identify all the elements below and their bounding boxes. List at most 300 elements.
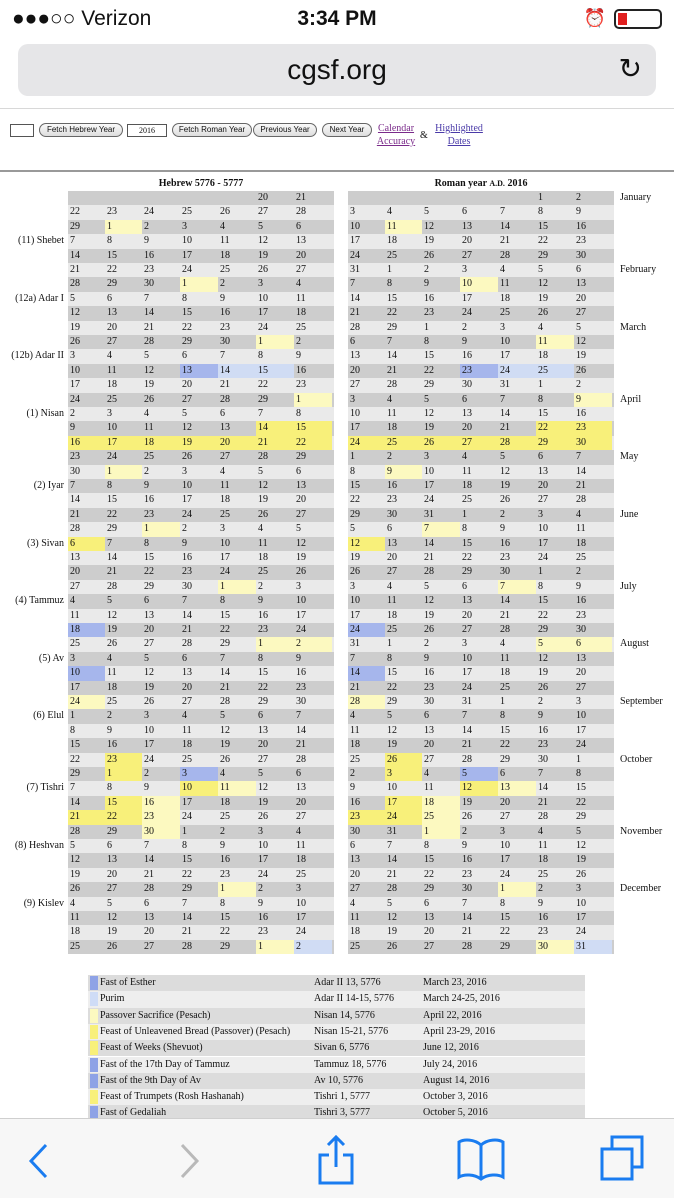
hebrew-day-cell: 17 bbox=[258, 307, 268, 319]
forward-icon[interactable] bbox=[176, 1141, 202, 1181]
hebrew-day-cell: 18 bbox=[296, 854, 306, 866]
roman-week-row bbox=[348, 839, 614, 853]
hebrew-day-cell: 18 bbox=[68, 623, 105, 637]
hebrew-day-cell: 5 bbox=[258, 220, 263, 232]
roman-day-cell: 30 bbox=[576, 624, 586, 635]
hebrew-week-row bbox=[68, 940, 334, 954]
share-icon[interactable] bbox=[316, 1133, 356, 1187]
roman-day-cell: 11 bbox=[500, 278, 510, 290]
hebrew-day-cell: 2 bbox=[220, 825, 225, 837]
hebrew-day-cell: 13 bbox=[180, 364, 218, 378]
roman-week-row bbox=[348, 436, 614, 450]
hebrew-day-cell: 26 bbox=[70, 336, 80, 347]
hebrew-day-cell: 1 bbox=[256, 637, 294, 651]
roman-day-cell: 19 bbox=[576, 350, 586, 362]
hebrew-day-cell: 1 bbox=[218, 882, 256, 896]
holiday-color-swatch bbox=[90, 1009, 98, 1023]
holiday-roman-date: March 23, 2016 bbox=[423, 977, 487, 988]
roman-day-cell: 8 bbox=[424, 840, 429, 851]
hebrew-day-cell: 26 bbox=[258, 264, 268, 275]
roman-week-row bbox=[348, 781, 614, 795]
roman-day-cell: 28 bbox=[462, 753, 472, 765]
hebrew-week-row bbox=[68, 436, 334, 450]
roman-day-cell: 2 bbox=[500, 508, 505, 520]
hebrew-week-row bbox=[68, 493, 334, 507]
hebrew-day-cell: 30 bbox=[182, 580, 192, 592]
alarm-icon: ⏰ bbox=[583, 8, 606, 28]
holiday-color-swatch bbox=[90, 976, 98, 990]
hebrew-day-cell: 19 bbox=[144, 379, 154, 391]
roman-month-label: June bbox=[620, 508, 639, 520]
hebrew-week-row bbox=[68, 205, 334, 219]
roman-day-cell: 29 bbox=[387, 321, 397, 333]
address-bar[interactable] bbox=[18, 44, 656, 96]
roman-day-cell: 30 bbox=[424, 696, 434, 707]
hebrew-month-label: (11) Shebet bbox=[17, 235, 64, 247]
roman-day-cell: 6 bbox=[350, 840, 355, 851]
status-bar bbox=[0, 0, 674, 38]
hebrew-day-cell: 19 bbox=[144, 681, 154, 693]
url-text[interactable]: cgsf.org bbox=[287, 54, 387, 85]
hebrew-week-row bbox=[68, 666, 334, 680]
hebrew-day-cell: 10 bbox=[68, 666, 105, 680]
hebrew-week-row bbox=[68, 321, 334, 335]
hebrew-week-row bbox=[68, 479, 334, 493]
roman-day-cell: 21 bbox=[350, 681, 360, 693]
roman-day-cell: 9 bbox=[574, 393, 612, 407]
hebrew-week-row bbox=[68, 277, 334, 291]
roman-day-cell: 8 bbox=[462, 523, 467, 535]
roman-day-cell: 20 bbox=[576, 667, 586, 679]
hebrew-day-cell: 14 bbox=[182, 912, 192, 923]
hebrew-day-cell: 24 bbox=[182, 264, 192, 275]
hebrew-day-cell: 14 bbox=[256, 421, 294, 435]
hebrew-day-cell: 18 bbox=[107, 681, 117, 693]
hebrew-day-cell: 6 bbox=[296, 768, 301, 779]
hebrew-day-cell: 8 bbox=[258, 652, 263, 664]
roman-day-cell: 9 bbox=[385, 465, 422, 479]
hebrew-day-cell: 3 bbox=[70, 652, 75, 664]
hebrew-day-cell: 26 bbox=[144, 696, 154, 707]
roman-day-cell: 7 bbox=[422, 522, 460, 536]
roman-day-cell: 7 bbox=[462, 710, 467, 722]
roman-day-cell: 10 bbox=[350, 408, 360, 419]
roman-week-row bbox=[348, 292, 614, 306]
roman-day-cell: 16 bbox=[576, 220, 586, 232]
hebrew-week-row bbox=[68, 191, 334, 205]
hebrew-day-cell: 17 bbox=[220, 552, 230, 563]
roman-day-cell: 4 bbox=[500, 264, 505, 275]
roman-day-cell: 4 bbox=[576, 508, 581, 520]
hebrew-week-row bbox=[68, 508, 334, 522]
roman-day-cell: 30 bbox=[500, 566, 510, 578]
roman-day-cell: 13 bbox=[462, 595, 472, 607]
roman-day-cell: 7 bbox=[350, 652, 355, 664]
hebrew-week-row bbox=[68, 580, 334, 594]
hebrew-day-cell: 3 bbox=[180, 767, 218, 781]
roman-day-cell: 13 bbox=[350, 854, 360, 866]
hebrew-day-cell: 22 bbox=[70, 753, 80, 765]
hebrew-day-cell: 26 bbox=[144, 393, 154, 405]
roman-day-cell: 14 bbox=[462, 912, 472, 923]
roman-day-cell: 13 bbox=[462, 408, 472, 419]
hebrew-day-cell: 29 bbox=[258, 393, 268, 405]
hebrew-day-cell: 1 bbox=[142, 522, 180, 536]
holiday-roman-date: June 12, 2016 bbox=[423, 1042, 479, 1054]
roman-day-cell: 26 bbox=[422, 436, 460, 450]
holiday-color-swatch bbox=[90, 1058, 98, 1072]
roman-day-cell: 7 bbox=[538, 768, 543, 779]
roman-day-cell: 15 bbox=[538, 408, 548, 419]
roman-day-cell: 5 bbox=[424, 580, 429, 592]
hebrew-day-cell: 6 bbox=[144, 897, 149, 909]
hebrew-day-cell: 26 bbox=[107, 638, 117, 650]
roman-day-cell: 29 bbox=[500, 753, 510, 765]
roman-day-cell: 10 bbox=[538, 523, 548, 535]
roman-day-cell: 29 bbox=[424, 379, 434, 391]
roman-day-cell: 2 bbox=[576, 192, 581, 203]
hebrew-day-cell: 6 bbox=[144, 595, 149, 607]
roman-day-cell: 10 bbox=[460, 277, 498, 291]
roman-day-cell: 19 bbox=[424, 609, 434, 621]
hebrew-week-row bbox=[68, 522, 334, 536]
roman-day-cell: 18 bbox=[422, 796, 460, 810]
hebrew-day-cell: 27 bbox=[70, 580, 80, 592]
roman-day-cell: 10 bbox=[424, 465, 434, 477]
hebrew-day-cell: 15 bbox=[107, 494, 117, 506]
hebrew-day-cell: 7 bbox=[220, 652, 225, 664]
hebrew-day-cell: 15 bbox=[105, 796, 142, 810]
hebrew-day-cell: 23 bbox=[258, 624, 268, 635]
roman-day-cell: 24 bbox=[498, 364, 536, 378]
hebrew-day-cell: 4 bbox=[220, 768, 225, 779]
roman-day-cell: 4 bbox=[500, 638, 505, 650]
hebrew-day-cell: 21 bbox=[107, 566, 117, 578]
hebrew-day-cell: 12 bbox=[182, 422, 192, 434]
roman-day-cell: 3 bbox=[462, 638, 467, 650]
hebrew-day-cell: 18 bbox=[258, 552, 268, 563]
tabs-icon[interactable] bbox=[598, 1133, 648, 1185]
holiday-roman-date: March 24-25, 2016 bbox=[423, 993, 500, 1005]
hebrew-day-cell: 15 bbox=[144, 552, 154, 563]
roman-day-cell: 11 bbox=[576, 523, 586, 535]
hebrew-day-cell: 28 bbox=[144, 336, 154, 347]
hebrew-day-cell: 20 bbox=[258, 192, 268, 203]
roman-day-cell: 25 bbox=[538, 868, 548, 880]
hebrew-day-cell: 19 bbox=[180, 436, 218, 450]
holiday-row bbox=[88, 1040, 585, 1056]
roman-day-cell: 31 bbox=[500, 379, 510, 391]
roman-day-cell: 18 bbox=[387, 422, 397, 434]
roman-day-cell: 18 bbox=[500, 667, 510, 679]
roman-week-row bbox=[348, 853, 614, 867]
hebrew-day-cell: 21 bbox=[182, 926, 192, 938]
roman-day-cell: 3 bbox=[424, 451, 429, 463]
holiday-color-swatch bbox=[90, 1025, 98, 1039]
hebrew-day-cell: 25 bbox=[182, 753, 192, 765]
hebrew-day-cell: 15 bbox=[107, 249, 117, 261]
roman-day-cell: 17 bbox=[462, 292, 472, 304]
roman-week-row bbox=[348, 594, 614, 608]
roman-day-cell: 6 bbox=[424, 897, 429, 909]
hebrew-day-cell: 8 bbox=[107, 480, 112, 491]
holiday-name: Fast of the 9th Day of Av bbox=[100, 1074, 201, 1086]
hebrew-day-cell: 16 bbox=[220, 307, 230, 319]
previous-year-button[interactable]: Previous Year bbox=[253, 123, 317, 137]
holiday-hebrew-date: Tishri 1, 5777 bbox=[314, 1091, 371, 1103]
roman-week-row bbox=[348, 191, 614, 205]
holiday-color-swatch bbox=[90, 992, 98, 1006]
holiday-hebrew-date: Tammuz 18, 5776 bbox=[314, 1058, 387, 1070]
roman-day-cell: 23 bbox=[576, 609, 586, 621]
roman-week-row bbox=[348, 609, 614, 623]
roman-day-cell: 30 bbox=[387, 508, 397, 520]
roman-month-label: December bbox=[620, 883, 662, 895]
hebrew-day-cell: 20 bbox=[218, 436, 256, 450]
roman-day-cell: 19 bbox=[424, 422, 434, 434]
hebrew-day-cell: 4 bbox=[70, 897, 75, 909]
roman-day-cell: 1 bbox=[576, 753, 581, 765]
hebrew-week-row bbox=[68, 839, 334, 853]
hebrew-day-cell: 15 bbox=[258, 667, 268, 679]
roman-day-cell: 22 bbox=[500, 926, 510, 938]
roman-day-cell: 18 bbox=[350, 739, 360, 751]
holiday-roman-date: August 14, 2016 bbox=[423, 1074, 490, 1086]
hebrew-day-cell: 30 bbox=[70, 465, 80, 477]
hebrew-day-cell: 7 bbox=[220, 350, 225, 362]
roman-day-cell: 17 bbox=[538, 537, 548, 549]
holiday-roman-date: July 24, 2016 bbox=[423, 1058, 478, 1070]
bookmarks-icon[interactable] bbox=[456, 1137, 506, 1181]
hebrew-day-cell: 27 bbox=[144, 940, 154, 952]
hebrew-day-cell: 20 bbox=[296, 249, 306, 261]
roman-day-cell: 31 bbox=[350, 638, 360, 650]
roman-day-cell: 20 bbox=[424, 926, 434, 938]
hebrew-week-row bbox=[68, 421, 334, 435]
holiday-color-swatch bbox=[90, 1041, 98, 1055]
highlighted-dates-link[interactable]: Highlighted Dates bbox=[435, 123, 483, 147]
fetch-hebrew-year-button[interactable]: Fetch Hebrew Year bbox=[39, 123, 123, 137]
hebrew-day-cell: 2 bbox=[182, 523, 187, 535]
hebrew-day-cell: 24 bbox=[68, 695, 105, 709]
roman-day-cell: 27 bbox=[500, 811, 510, 823]
hebrew-day-cell: 1 bbox=[105, 220, 142, 234]
roman-day-cell: 11 bbox=[536, 335, 574, 349]
roman-day-cell: 9 bbox=[538, 710, 543, 722]
roman-day-cell: 15 bbox=[387, 292, 397, 304]
hebrew-day-cell: 10 bbox=[258, 292, 268, 304]
hebrew-week-row bbox=[68, 349, 334, 363]
calendar-accuracy-link[interactable]: Calendar Accuracy bbox=[376, 123, 416, 147]
roman-day-cell: 24 bbox=[424, 494, 434, 506]
roman-day-cell: 11 bbox=[538, 840, 548, 851]
roman-day-cell: 16 bbox=[500, 537, 510, 549]
roman-day-cell: 7 bbox=[498, 580, 536, 594]
roman-day-cell: 5 bbox=[538, 264, 543, 275]
hebrew-day-cell: 9 bbox=[70, 422, 75, 434]
roman-week-row bbox=[348, 493, 614, 507]
hebrew-day-cell: 1 bbox=[180, 277, 218, 291]
hebrew-month-label: (12a) Adar I bbox=[15, 292, 64, 304]
hebrew-day-cell: 23 bbox=[70, 451, 80, 463]
hebrew-day-cell: 22 bbox=[258, 379, 268, 391]
roman-day-cell: 26 bbox=[576, 364, 586, 376]
hebrew-day-cell: 8 bbox=[258, 350, 263, 362]
hebrew-day-cell: 19 bbox=[220, 739, 230, 751]
roman-day-cell: 22 bbox=[538, 609, 548, 621]
hebrew-day-cell: 13 bbox=[296, 782, 306, 794]
hebrew-day-cell: 6 bbox=[296, 220, 301, 232]
next-year-button[interactable]: Next Year bbox=[322, 123, 372, 137]
roman-day-cell: 29 bbox=[387, 696, 397, 707]
hebrew-day-cell bbox=[68, 191, 105, 205]
roman-day-cell: 30 bbox=[462, 379, 472, 391]
hebrew-day-cell: 2 bbox=[258, 883, 263, 895]
roman-week-row bbox=[348, 479, 614, 493]
roman-week-row bbox=[348, 565, 614, 579]
hebrew-day-cell: 17 bbox=[70, 379, 80, 391]
hebrew-day-cell: 29 bbox=[107, 278, 117, 290]
hebrew-week-row bbox=[68, 263, 334, 277]
hebrew-day-cell bbox=[218, 191, 256, 205]
hebrew-day-cell: 22 bbox=[105, 810, 142, 824]
roman-day-cell: 26 bbox=[350, 566, 360, 578]
hebrew-month-label: (5) Av bbox=[38, 652, 64, 664]
roman-day-cell: 22 bbox=[576, 796, 586, 808]
hebrew-day-cell: 13 bbox=[296, 235, 306, 247]
roman-day-cell: 4 bbox=[350, 897, 355, 909]
roman-day-cell: 16 bbox=[462, 854, 472, 866]
holiday-row bbox=[88, 991, 585, 1007]
roman-day-cell: 28 bbox=[500, 249, 510, 261]
hebrew-day-cell: 15 bbox=[220, 609, 230, 621]
holiday-hebrew-date: Nisan 14, 5776 bbox=[314, 1009, 375, 1021]
hebrew-day-cell: 20 bbox=[70, 566, 80, 578]
roman-day-cell: 6 bbox=[462, 206, 467, 218]
roman-month-label: September bbox=[620, 696, 663, 707]
roman-day-cell: 22 bbox=[387, 681, 397, 693]
hebrew-day-cell: 27 bbox=[107, 336, 117, 347]
roman-day-cell: 11 bbox=[462, 465, 472, 477]
roman-day-cell: 24 bbox=[348, 623, 385, 637]
hebrew-week-row bbox=[68, 335, 334, 349]
roman-day-cell: 21 bbox=[462, 739, 472, 751]
hebrew-day-cell: 27 bbox=[182, 696, 192, 707]
hebrew-day-cell: 25 bbox=[182, 206, 192, 218]
hebrew-day-cell: 13 bbox=[144, 609, 154, 621]
hebrew-day-cell: 3 bbox=[258, 278, 263, 290]
roman-day-cell: 19 bbox=[424, 235, 434, 247]
back-icon[interactable] bbox=[26, 1141, 52, 1181]
roman-day-cell: 11 bbox=[387, 408, 397, 419]
hebrew-day-cell: 5 bbox=[144, 350, 149, 362]
hebrew-day-cell: 23 bbox=[144, 264, 154, 275]
roman-day-cell: 5 bbox=[500, 451, 505, 463]
roman-day-cell: 2 bbox=[538, 883, 543, 895]
roman-week-row bbox=[348, 911, 614, 925]
roman-day-cell: 7 bbox=[387, 840, 392, 851]
hebrew-day-cell: 4 bbox=[258, 523, 263, 535]
roman-day-cell: 24 bbox=[385, 810, 422, 824]
roman-day-cell: 27 bbox=[350, 379, 360, 391]
hebrew-month-label: (1) Nisan bbox=[26, 408, 64, 419]
roman-day-cell: 8 bbox=[350, 465, 355, 477]
roman-day-cell: 31 bbox=[462, 696, 472, 707]
hebrew-week-row bbox=[68, 234, 334, 248]
hebrew-week-row bbox=[68, 306, 334, 320]
roman-day-cell: 20 bbox=[462, 609, 472, 621]
hebrew-day-cell: 5 bbox=[107, 897, 112, 909]
roman-day-cell: 10 bbox=[387, 782, 397, 794]
roman-day-cell: 22 bbox=[350, 494, 360, 506]
roman-day-cell: 2 bbox=[576, 566, 581, 578]
roman-day-cell: 31 bbox=[424, 508, 434, 520]
roman-day-cell: 29 bbox=[538, 624, 548, 635]
hebrew-day-cell: 27 bbox=[258, 753, 268, 765]
hebrew-day-cell: 17 bbox=[182, 249, 192, 261]
roman-day-cell: 26 bbox=[385, 753, 422, 767]
hebrew-week-row bbox=[68, 724, 334, 738]
roman-day-cell: 14 bbox=[500, 408, 510, 419]
roman-day-cell: 23 bbox=[538, 926, 548, 938]
hebrew-day-cell: 29 bbox=[182, 883, 192, 895]
hebrew-day-cell: 2 bbox=[144, 768, 149, 779]
roman-day-cell: 12 bbox=[424, 220, 434, 232]
holiday-row bbox=[88, 1073, 585, 1089]
roman-day-cell: 28 bbox=[538, 811, 548, 823]
hebrew-day-cell: 6 bbox=[220, 408, 225, 419]
holiday-name: Purim bbox=[100, 993, 125, 1005]
hebrew-day-cell: 28 bbox=[258, 451, 268, 463]
hebrew-day-cell: 11 bbox=[218, 781, 256, 795]
hebrew-day-cell: 6 bbox=[68, 537, 105, 551]
roman-day-cell: 6 bbox=[574, 637, 612, 651]
roman-day-cell: 3 bbox=[576, 883, 581, 895]
roman-day-cell: 16 bbox=[576, 408, 586, 419]
roman-week-row bbox=[348, 681, 614, 695]
roman-day-cell: 31 bbox=[350, 264, 360, 275]
hebrew-day-cell: 4 bbox=[296, 278, 301, 290]
roman-day-cell: 16 bbox=[538, 724, 548, 736]
roman-day-cell: 4 bbox=[424, 768, 429, 779]
hebrew-day-cell: 9 bbox=[258, 595, 263, 607]
roman-day-cell: 6 bbox=[350, 336, 355, 347]
hebrew-week-row bbox=[68, 781, 334, 795]
roman-day-cell: 8 bbox=[538, 580, 543, 592]
roman-week-row bbox=[348, 465, 614, 479]
roman-day-cell: 28 bbox=[387, 883, 397, 895]
hebrew-day-cell: 20 bbox=[182, 681, 192, 693]
roman-day-cell: 6 bbox=[500, 768, 505, 779]
roman-day-cell: 19 bbox=[538, 292, 548, 304]
roman-year-input[interactable]: 2016 bbox=[127, 124, 167, 137]
hebrew-day-cell: 16 bbox=[258, 609, 268, 621]
reload-icon[interactable]: ↻ bbox=[618, 53, 642, 84]
hebrew-year-input[interactable] bbox=[10, 124, 34, 137]
roman-day-cell: 3 bbox=[500, 825, 505, 837]
fetch-roman-year-button[interactable]: Fetch Roman Year bbox=[172, 123, 252, 137]
hebrew-day-cell: 1 bbox=[182, 825, 187, 837]
roman-day-cell: 18 bbox=[500, 292, 510, 304]
roman-week-row bbox=[348, 378, 614, 392]
roman-day-cell: 1 bbox=[498, 882, 536, 896]
roman-day-cell: 12 bbox=[424, 408, 434, 419]
roman-week-row bbox=[348, 537, 614, 551]
hebrew-day-cell: 21 bbox=[220, 681, 230, 693]
hebrew-day-cell: 24 bbox=[144, 753, 154, 765]
roman-day-cell: 29 bbox=[500, 940, 510, 952]
hebrew-day-cell: 16 bbox=[220, 854, 230, 866]
